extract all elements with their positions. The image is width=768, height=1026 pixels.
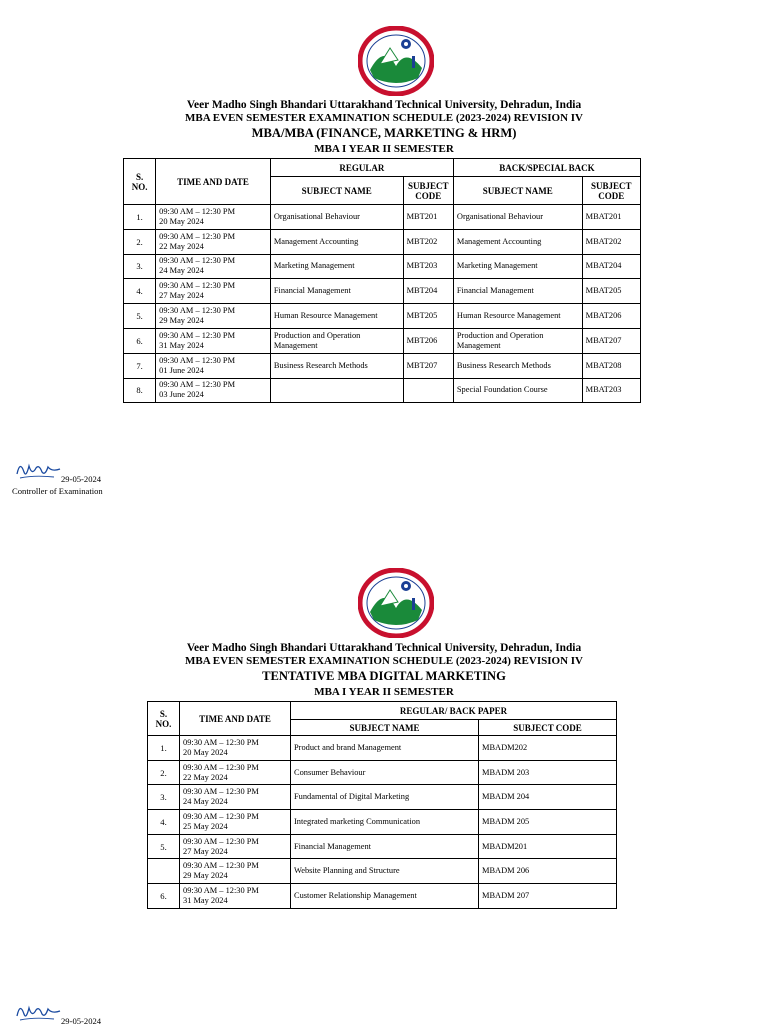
row-time: 09:30 AM – 12:30 PM <box>183 836 259 846</box>
row-subject-name: Financial Management <box>291 834 479 859</box>
row-time: 09:30 AM – 12:30 PM <box>159 330 236 340</box>
row-regular-subject-code: MBT201 <box>403 205 453 230</box>
row-regular-subject-code: MBT205 <box>403 304 453 329</box>
row-time-date <box>180 810 291 835</box>
row-time: 09:30 AM – 12:30 PM <box>159 380 236 390</box>
row-subject-code: MBADM201 <box>479 834 617 859</box>
row-back-subject-code: MBAT208 <box>582 353 640 378</box>
schedule-title: MBA EVEN SEMESTER EXAMINATION SCHEDULE (2023-2024) REVISION IV <box>185 655 583 667</box>
signatory-title: Controller of Examination <box>12 486 103 496</box>
row-subject-name: Product and brand Management <box>291 736 479 761</box>
row-time-date <box>156 254 271 279</box>
row-back-subject-code: MBAT207 <box>582 328 640 353</box>
row-time: 09:30 AM – 12:30 PM <box>159 355 236 365</box>
row-sno: 1. <box>124 205 156 230</box>
row-time-date <box>156 378 271 403</box>
header-sno: S. NO. <box>124 159 156 205</box>
semester-title: MBA I YEAR II SEMESTER <box>314 143 454 155</box>
schedule-table <box>123 158 641 403</box>
row-regular-subject-code: MBT203 <box>403 254 453 279</box>
row-back-subject-code: MBAT203 <box>582 378 640 403</box>
row-time-date <box>180 884 291 909</box>
header-time: TIME AND DATE <box>156 159 271 205</box>
row-regular-subject-name: Organisational Behaviour <box>270 205 403 230</box>
university-logo <box>358 26 434 96</box>
table-row <box>124 279 641 304</box>
row-sno: 7. <box>124 353 156 378</box>
row-sno: 8. <box>124 378 156 403</box>
row-regular-subject-code: MBT207 <box>403 353 453 378</box>
row-regular-subject-name: Production and Operation Management <box>270 328 403 353</box>
table-row <box>124 304 641 329</box>
row-date: 31 May 2024 <box>183 895 228 905</box>
row-date: 29 May 2024 <box>159 316 204 326</box>
row-date: 24 May 2024 <box>159 266 204 276</box>
row-back-subject-name: Business Research Methods <box>453 353 582 378</box>
row-time-date <box>156 304 271 329</box>
row-sno: 6. <box>148 884 180 909</box>
row-regular-subject-code: MBT206 <box>403 328 453 353</box>
table-row <box>148 859 617 884</box>
table-row <box>148 760 617 785</box>
row-time-date <box>180 736 291 761</box>
row-regular-subject-name: Marketing Management <box>270 254 403 279</box>
table-row <box>148 785 617 810</box>
row-date: 27 May 2024 <box>159 291 204 301</box>
table-row <box>124 254 641 279</box>
row-sno: 5. <box>124 304 156 329</box>
row-regular-subject-code <box>403 378 453 403</box>
header-time: TIME AND DATE <box>180 702 291 736</box>
header-back-subject-code: SUBJECT CODE <box>582 177 640 205</box>
row-subject-code: MBADM 204 <box>479 785 617 810</box>
table-row <box>124 229 641 254</box>
row-sno: 1. <box>148 736 180 761</box>
university-logo <box>358 568 434 638</box>
row-date: 03 June 2024 <box>159 390 204 400</box>
row-date: 29 May 2024 <box>183 871 228 881</box>
row-time: 09:30 AM – 12:30 PM <box>183 787 259 797</box>
program-title: MBA/MBA (FINANCE, MARKETING & HRM) <box>251 126 517 140</box>
row-time-date <box>156 229 271 254</box>
row-sno: 4. <box>148 810 180 835</box>
row-date: 27 May 2024 <box>183 846 228 856</box>
header-back: BACK/SPECIAL BACK <box>453 159 640 177</box>
row-subject-code: MBADM 206 <box>479 859 617 884</box>
header-regular-subject-name: SUBJECT NAME <box>270 177 403 205</box>
row-back-subject-name: Management Accounting <box>453 229 582 254</box>
row-subject-code: MBADM202 <box>479 736 617 761</box>
row-subject-name: Fundamental of Digital Marketing <box>291 785 479 810</box>
row-sno: 2. <box>148 760 180 785</box>
row-time: 09:30 AM – 12:30 PM <box>183 762 259 772</box>
row-subject-name: Website Planning and Structure <box>291 859 479 884</box>
row-time: 09:30 AM – 12:30 PM <box>159 281 236 291</box>
row-time-date <box>156 205 271 230</box>
header-sno: S. NO. <box>148 702 180 736</box>
row-date: 25 May 2024 <box>183 821 228 831</box>
signature <box>14 458 64 482</box>
table-row <box>124 205 641 230</box>
row-back-subject-name: Financial Management <box>453 279 582 304</box>
row-regular-subject-name: Business Research Methods <box>270 353 403 378</box>
table-row <box>124 378 641 403</box>
row-subject-code: MBADM 203 <box>479 760 617 785</box>
row-sno: 3. <box>148 785 180 810</box>
row-back-subject-code: MBAT202 <box>582 229 640 254</box>
header-back-subject-name: SUBJECT NAME <box>453 177 582 205</box>
schedule-title: MBA EVEN SEMESTER EXAMINATION SCHEDULE (2023-2024) REVISION IV <box>185 112 583 124</box>
signature <box>14 1000 64 1024</box>
row-back-subject-code: MBAT201 <box>582 205 640 230</box>
table-row <box>124 328 641 353</box>
table-row <box>148 736 617 761</box>
row-back-subject-name: Production and Operation Management <box>453 328 582 353</box>
row-time: 09:30 AM – 12:30 PM <box>159 256 236 266</box>
program-title: TENTATIVE MBA DIGITAL MARKETING <box>262 669 506 683</box>
row-date: 20 May 2024 <box>183 747 228 757</box>
row-sno <box>148 859 180 884</box>
university-name: Veer Madho Singh Bhandari Uttarakhand Technical University, Dehradun, India <box>186 99 582 111</box>
row-time-date <box>180 834 291 859</box>
row-time-date <box>156 279 271 304</box>
header-regular-subject-code: SUBJECT CODE <box>403 177 453 205</box>
row-subject-name: Consumer Behaviour <box>291 760 479 785</box>
header-regular: REGULAR <box>270 159 453 177</box>
row-subject-name: Customer Relationship Management <box>291 884 479 909</box>
schedule-table <box>147 701 617 909</box>
signature-date: 29-05-2024 <box>61 474 102 484</box>
row-back-subject-name: Marketing Management <box>453 254 582 279</box>
table-row <box>148 834 617 859</box>
university-name: Veer Madho Singh Bhandari Uttarakhand Technical University, Dehradun, India <box>186 642 582 654</box>
table-row <box>148 810 617 835</box>
row-time: 09:30 AM – 12:30 PM <box>159 206 236 216</box>
row-sno: 5. <box>148 834 180 859</box>
row-subject-code: MBADM 207 <box>479 884 617 909</box>
header-regular-back: REGULAR/ BACK PAPER <box>291 702 617 720</box>
row-subject-name: Integrated marketing Communication <box>291 810 479 835</box>
row-date: 22 May 2024 <box>183 772 228 782</box>
row-regular-subject-name: Human Resource Management <box>270 304 403 329</box>
row-time: 09:30 AM – 12:30 PM <box>183 811 259 821</box>
row-time-date <box>156 353 271 378</box>
table-row <box>148 884 617 909</box>
row-back-subject-code: MBAT206 <box>582 304 640 329</box>
row-time: 09:30 AM – 12:30 PM <box>183 885 259 895</box>
row-time-date <box>180 760 291 785</box>
row-date: 01 June 2024 <box>159 365 204 375</box>
row-sno: 3. <box>124 254 156 279</box>
row-back-subject-name: Special Foundation Course <box>453 378 582 403</box>
row-time: 09:30 AM – 12:30 PM <box>183 861 259 871</box>
row-subject-code: MBADM 205 <box>479 810 617 835</box>
row-sno: 4. <box>124 279 156 304</box>
row-date: 24 May 2024 <box>183 797 228 807</box>
row-regular-subject-code: MBT202 <box>403 229 453 254</box>
row-time-date <box>180 785 291 810</box>
row-back-subject-code: MBAT205 <box>582 279 640 304</box>
header-subject-code: SUBJECT CODE <box>479 720 617 736</box>
table-row <box>124 353 641 378</box>
signature-date: 29-05-2024 <box>61 1016 102 1026</box>
row-sno: 2. <box>124 229 156 254</box>
row-time: 09:30 AM – 12:30 PM <box>159 306 236 316</box>
semester-title: MBA I YEAR II SEMESTER <box>314 686 454 698</box>
row-sno: 6. <box>124 328 156 353</box>
header-subject-name: SUBJECT NAME <box>291 720 479 736</box>
row-regular-subject-code: MBT204 <box>403 279 453 304</box>
row-date: 22 May 2024 <box>159 241 204 251</box>
row-time: 09:30 AM – 12:30 PM <box>159 231 236 241</box>
row-back-subject-name: Organisational Behaviour <box>453 205 582 230</box>
row-regular-subject-name <box>270 378 403 403</box>
row-date: 20 May 2024 <box>159 216 204 226</box>
row-back-subject-code: MBAT204 <box>582 254 640 279</box>
row-back-subject-name: Human Resource Management <box>453 304 582 329</box>
row-regular-subject-name: Financial Management <box>270 279 403 304</box>
row-time-date <box>156 328 271 353</box>
row-regular-subject-name: Management Accounting <box>270 229 403 254</box>
row-time: 09:30 AM – 12:30 PM <box>183 737 259 747</box>
row-date: 31 May 2024 <box>159 340 204 350</box>
row-time-date <box>180 859 291 884</box>
